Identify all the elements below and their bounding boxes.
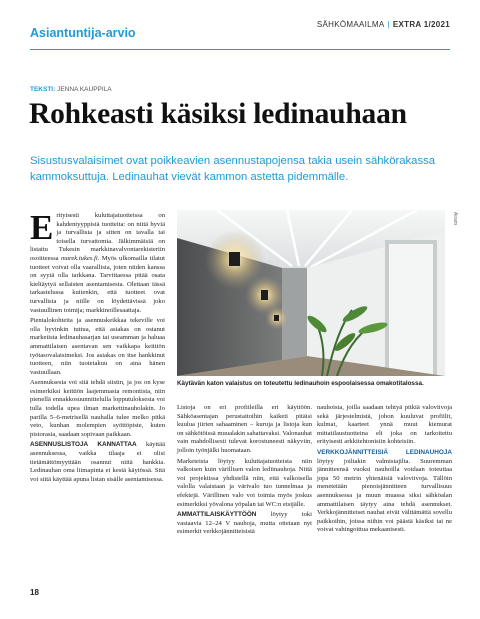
paragraph: Pientalokohteita ja asennuskeikkaa tekeville voi olla hyvinkin tuttua, että asiakas on ostanut marketista ledinauhasarjan tai useamman ja haluaa ammattilaisen asentavan sen vaikkapa keittiön työtasovalaisimeksi. Jos asiakas on itse hankkinut tuotteen, niin tuotetakuu on aina hänen vastuullaan.: [30, 317, 165, 376]
body-column-3: [317, 404, 452, 537]
body-column-1: [30, 208, 165, 486]
paragraph: [30, 208, 165, 315]
separator: |: [387, 20, 390, 29]
byline-label: TEKSTI:: [30, 86, 56, 93]
photo-credit: Airam: [452, 212, 458, 226]
paragraph: [30, 441, 165, 484]
text-run: käyttää asennuksessa, vaikka tilaaja ei olisi tietämättömyyttään osannut niitä hankkia. Ledinauhan oma liimapinta ei kestä käytössä. Sitä voi siitä käyttää apuna listan sisälle asentamisessa.: [30, 441, 165, 483]
url-link[interactable]: marek.tukes.fi: [60, 254, 98, 262]
section-label: Asiantuntija-arvio: [30, 26, 136, 40]
photo-caption: Käytävän katon valaistus on toteutettu ledinauhoin espoolaisessa omakotitalossa.: [177, 380, 424, 387]
text-run: . Myös ulkomailla tilatut tuotteet voivat olla vaarallisia, joten niiden kanssa on syytä olla tarkkana. Tarvittaessa pitää osata kieltäytyä sellaisten asentamisesta. Olettaan tässä tarkastelussa kuitenkin, että tuotteet ovat turvallisia ja niille on löydettävissä joko vastuullinen toimija; markkinoillesaattaja.: [30, 254, 165, 314]
byline: [30, 86, 112, 93]
magazine-issue: [317, 20, 450, 29]
magazine-name: SÄHKÖMAAILMA: [316, 20, 385, 29]
article-title: Rohkeasti käsiksi ledinauhaan: [29, 98, 407, 130]
paragraph: [317, 449, 452, 535]
paragraph: Listoja on eri profiileilla eri käyttöön. Sähköasentajan perustaitoihin kaiketi pitäisi kuulua jiirien sahaaminen – kuruja ja listoja kun on sähkötöissä muualakin sahattavaksi. Valonauhat vain mahdollisesti tulevat korostuneesti näkyviin, jolloin työnjälki huomataan.: [177, 404, 312, 454]
byline-author: JENNA KAUPPILA: [57, 86, 112, 93]
subheading: ASENNUSLISTOJA KANNATTAA: [30, 441, 137, 449]
paragraph: Asennuksesta voi sitä tehdä siistin, ja jos on kyse esimerkiksi keittiön laajemmasta remontista, niin pienellä ennakkosuunnittelulla lopputuloksesta voi tulla todella upea ilman markettinauholakin. Jo parilla 5–6-metrisellä nauhalla tulee melko pitkä veto, kunhan molempien syöttöpiste, kuten pistorasia, saadaan sopivaan paikkaan.: [30, 379, 165, 438]
paragraph: [177, 511, 312, 537]
paragraph: nauhoista, joilla saadaan tehtyä pitkiä valoviivoja sekä järjestelmistä, johon kuuluvat profiilit, kulmat, kaarteet ynnä muut kiemurat mittatilaustuotteina eli joka on tarkoitettu erityisesti arkkitehtonisiin kohteisiin.: [317, 404, 452, 446]
subheading: VERKKOJÄNNITTEISIÄ LEDINAUHOJA: [317, 448, 452, 456]
header-rule: [30, 49, 450, 50]
hallway-photo: [177, 210, 445, 376]
subheading: AMMATTILAISKÄYTTÖÖN: [177, 511, 257, 519]
dropcap: E: [30, 208, 54, 247]
paragraph: Marketeista löytyy kuluttajatuotteista niin valkoisen kuin värillisen valon lediinauhoja. Niitä voi projektissa yhdistellä niin, että valkoisella valolla valaistaan ja värivalo tuo tunnelmaa ja efektejä. Värillinen valo voi toimia myös joskus esimerkiksi yövalona yöpalan tai WC:n etsijälle.: [177, 457, 312, 508]
text-run: löytyy joiltakin valmistajilta. Suuremman jännitteensä vuoksi nauhoilla voidaan toteuttaa jopa 50 metrin yhtenäisiä valoviivoja. Tällöin menetetään pienoisjännitteen turvallisuus asennuksessa ja muun muassa siksi sähköalan ammattilaisen täytyy aina tehdä asennukset. Verkkojännitteiset nauhat eivät välttämättä sovellu paikkoihin, joissa niihin voi päästä käsiksi tai ne voivat vahingoittua mekaanisesti.: [317, 457, 452, 534]
body-column-2: [177, 404, 312, 539]
hallway-illustration: [177, 210, 445, 376]
lead-paragraph: Sisustusvalaisimet ovat poikkeavien asennustapojensa takia usein sähkörakassa kammoksuttuja. Ledinauhat vievät kammon astetta pidemmälle.: [30, 155, 436, 183]
issue-label: EXTRA 1/2021: [392, 20, 450, 29]
text-run: löytyy toki vastaavia 12–24 V nauhoja, mutta ottetaan nyt esimerkit verkkojännitteisistä: [177, 511, 312, 536]
text-run: rityisesti kuluttajatuotteissa on kahdentyyppisiä tuotteita: on niitä hyviä ja turvallisia ja sitten on tavalla tai toisella turvattomia. Jälkimmäisiä on listattu Tukesin markkinavalvontarekisteriin osoitteessa: [30, 212, 165, 262]
page-number: 18: [30, 588, 39, 597]
